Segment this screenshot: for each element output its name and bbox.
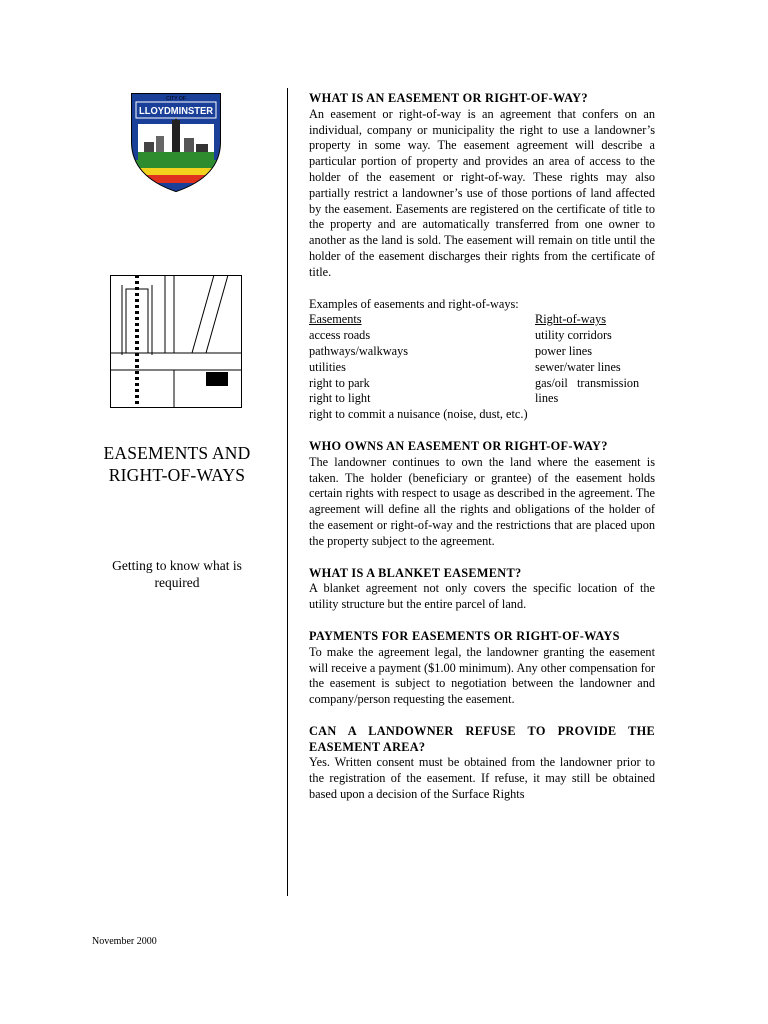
body-blanket-easement: A blanket agreement not only covers the specific location of the utility structure but the entire parcel of land. (309, 581, 655, 612)
heading-who-owns: WHO OWNS AN EASEMENT OR RIGHT-OF-WAY? (309, 438, 608, 453)
easement-example: access roads (309, 328, 371, 343)
easement-example: pathways/walkways (309, 343, 409, 358)
right-of-ways-column-header: Right-of-ways (535, 312, 607, 327)
examples-intro: Examples of easements and right-of-ways: (309, 296, 519, 311)
body-easement-definition: An easement or right-of-way is an agreement that confers on an individual, company or municipality the right to use a landowner’s property in some way. The easement agreement will describe a particular portion of property and provides an area of access to the holder of the easement or right-of-way. These rights may also partially restrict a landowner’s use of those portions of land affected by the easement. Easements are registered on the certificate of title to the property and are automatically transferred from one owner to another as the land is sold. The easement will remain on title until the holder of the easement discharges their rights from the certificate of title. (309, 106, 655, 279)
column-divider (287, 88, 288, 896)
brochure-title (80, 442, 274, 486)
publication-date: November 2000 (92, 936, 157, 947)
easement-map-diagram (110, 275, 242, 408)
examples-table (309, 312, 655, 407)
logo-banner-top-text: CITY OF (166, 96, 186, 102)
main-content (309, 91, 655, 803)
heading-easement-definition: WHAT IS AN EASEMENT OR RIGHT-OF-WAY? (309, 91, 588, 105)
easements-column (309, 312, 535, 407)
heading-blanket-easement: WHAT IS A BLANKET EASEMENT? (309, 565, 522, 580)
subtitle-line-1: Getting to know what is (112, 558, 242, 573)
heading-payments: PAYMENTS FOR EASEMENTS OR RIGHT-OF-WAYS (309, 628, 620, 643)
title-line-1: EASEMENTS AND (103, 443, 251, 463)
heading-refuse: CAN A LANDOWNER REFUSE TO PROVIDE THE EASEMENT AREA? (309, 723, 655, 754)
right-of-ways-column (535, 312, 655, 407)
easement-example: right to light (309, 391, 371, 406)
nuisance-example: right to commit a nuisance (noise, dust, etc.) (309, 407, 528, 422)
body-payments: To make the agreement legal, the landowner granting the easement will receive a payment ($1.00 minimum). Any other compensation for the easement is subject to negotiation between the landowner and company/person requesting the easement. (309, 644, 655, 707)
brochure-subtitle (92, 557, 262, 591)
right-of-way-example: lines (535, 391, 559, 406)
subtitle-line-2: required (154, 575, 200, 590)
right-of-way-example: sewer/water lines (535, 359, 621, 374)
easement-example: utilities (309, 359, 346, 374)
title-line-2: RIGHT-OF-WAYS (108, 465, 246, 485)
right-of-way-example: gas/oil transmission (535, 375, 640, 390)
easements-column-header: Easements (309, 312, 362, 327)
body-refuse: Yes. Written consent must be obtained from the landowner prior to the registration of the easement. If refuse, it may still be obtained based upon a decision of the Surface Rights (309, 755, 655, 802)
right-of-way-example: power lines (535, 343, 593, 358)
easement-example: right to park (309, 375, 370, 390)
logo-banner-name-text: LLOYDMINSTER (139, 106, 214, 117)
body-who-owns: The landowner continues to own the land where the easement is taken. The holder (beneficiary or grantee) of the easement holds certain rights with respect to usage as described in the agreement. The agreement will define all the rights and obligations of the holder of the easement or right-of-way and the restrictions that are placed upon the property subject to the agreement. (309, 454, 655, 548)
city-crest-logo (128, 90, 224, 194)
right-of-way-example: utility corridors (535, 328, 612, 343)
